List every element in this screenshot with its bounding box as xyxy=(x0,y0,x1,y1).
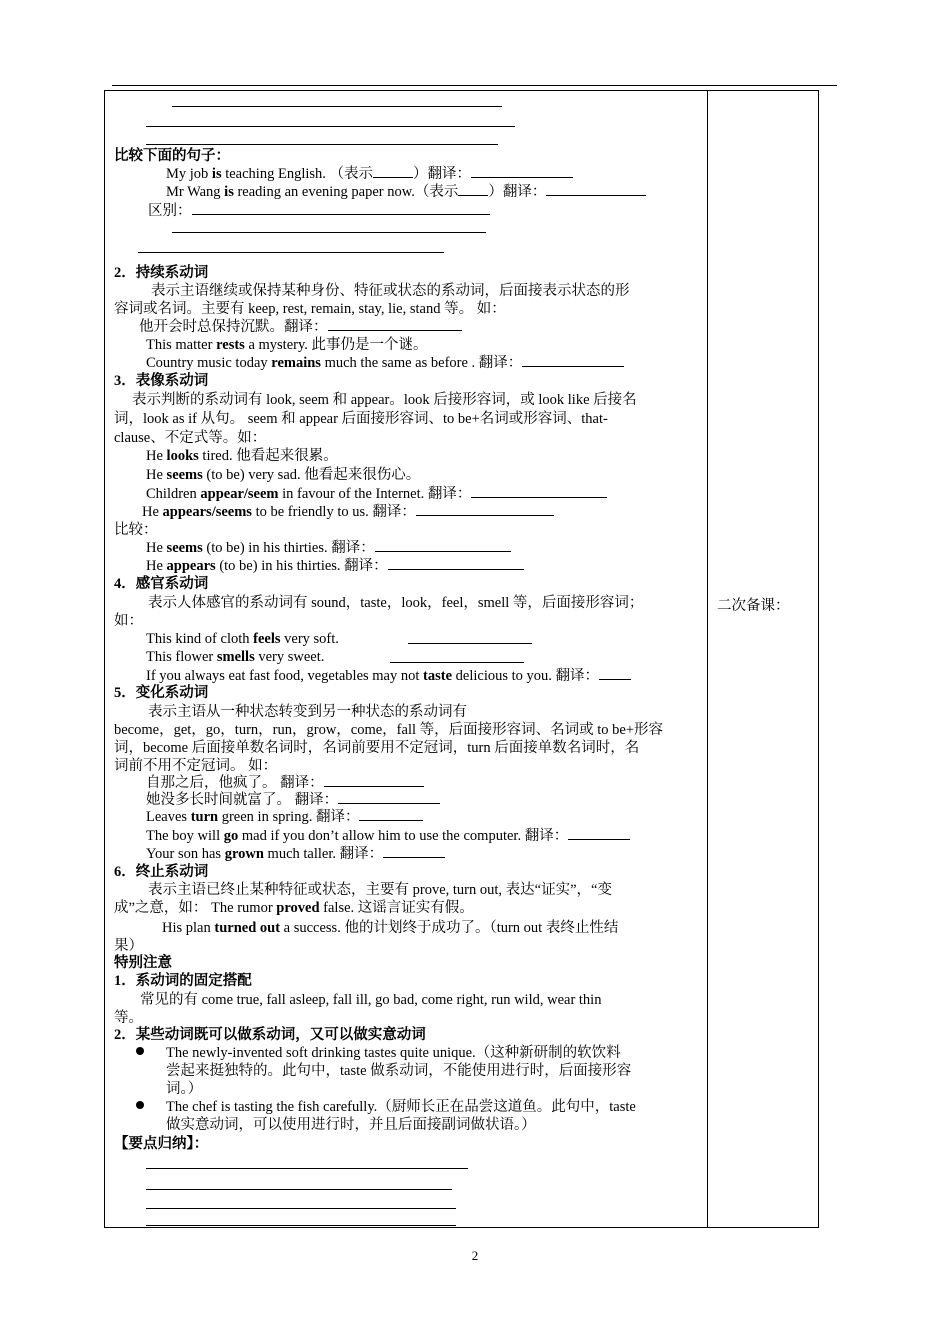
section-5-example: 自那之后，他疯了。 翻译： xyxy=(146,774,424,792)
answer-line xyxy=(146,126,515,127)
section-2-example: Country music today remains much the same as before . 翻译： xyxy=(146,354,624,372)
special-subtitle-1: 1．系动词的固定搭配 xyxy=(114,973,252,989)
section-5-text: become，get，go，turn，run，grow，come，fall 等，后面接形容词、名词或 to be+形容 xyxy=(114,722,664,738)
answer-line xyxy=(146,1208,456,1209)
special-subtitle-2: 2．某些动词既可以做系动词，又可以做实意动词 xyxy=(114,1027,426,1043)
section-6-example: His plan turned out a success. 他的计划终于成功了。（turn out 表终止性结 xyxy=(162,920,619,936)
column-divider xyxy=(707,90,708,1228)
compare-sentence-2: Mr Wang is reading an evening paper now.（表示 ）翻译： xyxy=(166,183,646,201)
section-6-text: 成”之意，如： The rumor proved false. 这谣言证实有假。 xyxy=(114,900,474,916)
answer-line xyxy=(146,1168,468,1169)
section-4-title: 4．感官系动词 xyxy=(114,576,209,592)
answer-line xyxy=(138,252,444,253)
section-3-example: Children appear/seem in favour of the Internet. 翻译： xyxy=(146,485,607,503)
section-3-text: 表示判断的系动词有 look, seem 和 appear。look 后接形容词，或 look like 后接名 xyxy=(132,392,637,408)
section-3-text: clause、不定式等。如： xyxy=(114,430,267,446)
special-text: 等。 xyxy=(114,1010,143,1026)
section-5-example: Your son has grown much taller. 翻译： xyxy=(146,845,445,863)
section-3-example: He appears (to be) in his thirties. 翻译： xyxy=(146,557,524,575)
bullet-item-text: 尝起来挺独特的。此句中，taste 做系动词，不能使用进行时，后面接形容 xyxy=(166,1063,632,1079)
section-3-text: 词，look as if 从句。 seem 和 appear 后面接形容词、to be+名词或形容词、that- xyxy=(114,411,608,427)
section-5-example: The boy will go mad if you don’t allow him to use the computer. 翻译： xyxy=(146,827,630,845)
section-4-text: 如： xyxy=(114,613,143,629)
section-3-example: He seems (to be) very sad. 他看起来很伤心。 xyxy=(146,467,421,483)
bullet-item-text: 做实意动词，可以使用进行时，并且后面接副词做状语。） xyxy=(166,1117,536,1133)
answer-line xyxy=(390,662,524,663)
section-4-example: This kind of cloth feels very soft. xyxy=(146,631,339,647)
answer-line xyxy=(146,1189,452,1190)
bullet-item-text: 词。） xyxy=(166,1081,203,1097)
special-title: 特别注意 xyxy=(114,955,172,971)
section-6-text: 果） xyxy=(114,938,143,954)
bullet-item: The newly-invented soft drinking tastes quite unique.（这种新研制的软饮料 xyxy=(136,1044,621,1062)
answer-line xyxy=(172,232,486,233)
special-text: 常见的有 come true, fall asleep, fall ill, go bad, come right, run wild, wear thin xyxy=(140,992,602,1008)
section-3-example: He seems (to be) in his thirties. 翻译： xyxy=(146,539,511,557)
section-3-example: He looks tired. 他看起来很累。 xyxy=(146,448,338,464)
section-3-compare: 比较： xyxy=(114,522,158,538)
section-6-title: 6．终止系动词 xyxy=(114,864,209,880)
answer-line xyxy=(172,106,502,107)
bullet-item: The chef is tasting the fish carefully.（厨师长正在品尝这道鱼。此句中，taste xyxy=(136,1098,636,1116)
section-4-text: 表示人体感官的系动词有 sound，taste，look，feel，smell 等，后面接形容词； xyxy=(148,595,644,611)
section-2-title: 2．持续系动词 xyxy=(114,265,209,281)
section-4-example: If you always eat fast food, vegetables may not taste delicious to you. 翻译： xyxy=(146,667,631,685)
header-rule xyxy=(112,85,837,86)
bullet-icon xyxy=(136,1047,144,1055)
section-3-title: 3．表像系动词 xyxy=(114,373,209,389)
section-2-text: 容词或名词。主要有 keep, rest, remain, stay, lie, stand 等。 如： xyxy=(114,301,506,317)
compare-sentence-1: My job is teaching English. （表示 ）翻译： xyxy=(166,165,573,183)
section-4-example: This flower smells very sweet. xyxy=(146,649,325,665)
section-2-text: 表示主语继续或保持某种身份、特征或状态的系动词，后面接表示状态的形 xyxy=(151,283,630,299)
answer-line xyxy=(146,1225,456,1226)
section-5-text: 表示主语从一种状态转变到另一种状态的系动词有 xyxy=(148,704,467,720)
section-2-example: 他开会时总保持沉默。翻译： xyxy=(139,318,462,336)
section-5-example: 她没多长时间就富了。 翻译： xyxy=(146,791,440,809)
answer-line xyxy=(146,144,498,145)
section-3-example: He appears/seems to be friendly to us. 翻译： xyxy=(142,503,554,521)
page-number: 2 xyxy=(471,1248,479,1263)
answer-line xyxy=(408,643,532,644)
difference-label: 区别： xyxy=(148,202,490,220)
section-5-title: 5．变化系动词 xyxy=(114,685,209,701)
section-5-text: 词，become 后面接单数名词时，名词前要用不定冠词，turn 后面接单数名词时，名 xyxy=(114,740,640,756)
side-note: 二次备课： xyxy=(717,598,790,614)
section-6-text: 表示主语已终止某种特征或状态，主要有 prove, turn out, 表达“证实”，“变 xyxy=(148,882,612,898)
section-5-text: 词前不用不定冠词。 如： xyxy=(114,758,278,774)
compare-heading: 比较下面的句子： xyxy=(114,148,230,164)
section-2-example: This matter rests a mystery. 此事仍是一个谜。 xyxy=(146,337,428,353)
section-5-example: Leaves turn green in spring. 翻译： xyxy=(146,808,423,826)
summary-title: 【要点归纳】： xyxy=(114,1136,209,1152)
bullet-icon xyxy=(136,1101,144,1109)
